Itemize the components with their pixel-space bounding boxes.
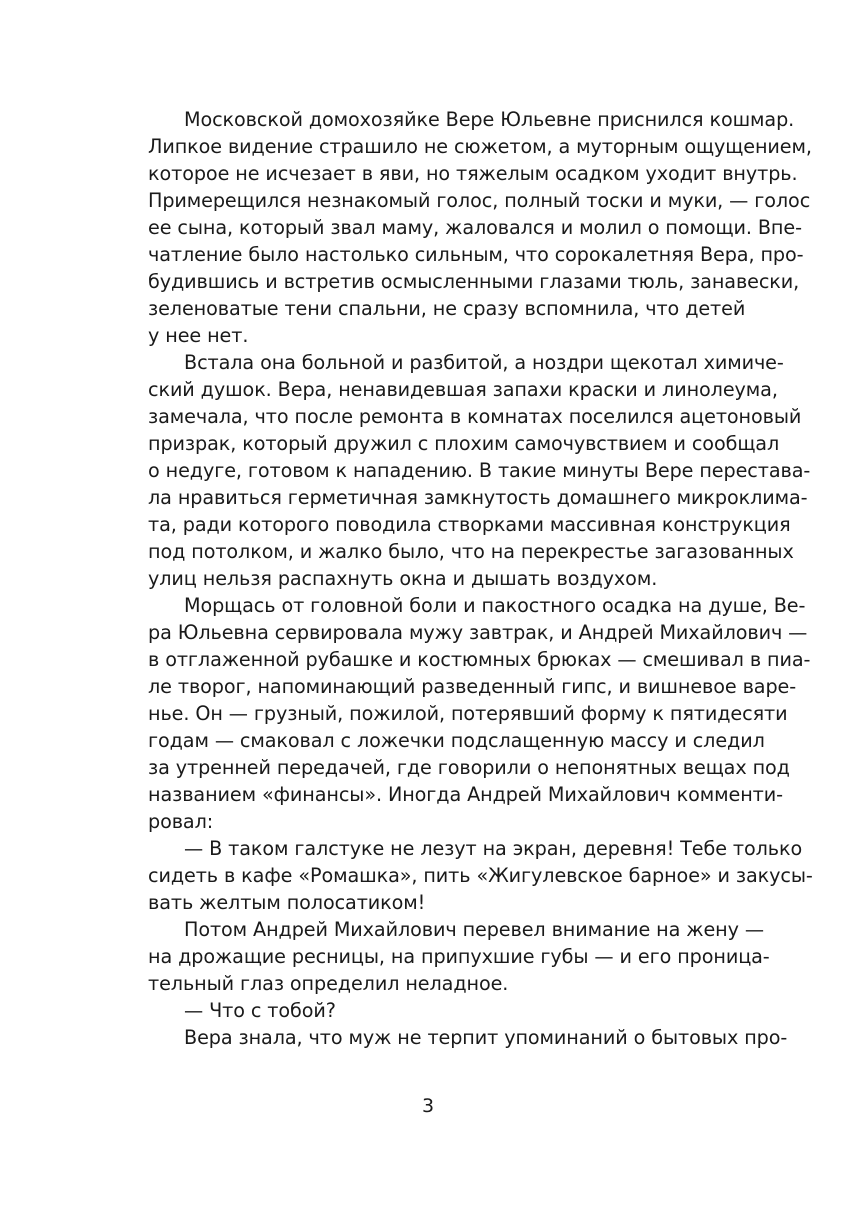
text-line: о недуге, готовом к нападению. В такие минуты Вере перестава- bbox=[148, 459, 811, 482]
text-line: ее сына, который звал маму, жаловался и молил о помощи. Впе- bbox=[148, 216, 802, 239]
page-number: 3 bbox=[421, 1095, 435, 1117]
text-line: ровал: bbox=[148, 810, 214, 833]
text-line: ра Юльевна сервировала мужу завтрак, и Андрей Михайлович — bbox=[148, 621, 808, 644]
text-line: призрак, который дружил с плохим самочувствием и сообщал bbox=[148, 432, 780, 455]
text-line: замечала, что после ремонта в комнатах поселился ацетоновый bbox=[148, 405, 802, 428]
text-line: ла нравиться герметичная замкнутость домашнего микроклима- bbox=[148, 486, 808, 509]
paragraph bbox=[148, 592, 811, 835]
text-line: ский душок. Вера, ненавидевшая запахи краски и линолеума, bbox=[148, 378, 778, 401]
text-line: улиц нельзя распахнуть окна и дышать воздухом. bbox=[148, 567, 658, 590]
text-line: годам — смаковал с ложечки подслащенную массу и следил bbox=[148, 729, 765, 752]
text-line: та, ради которого поводила створками массивная конструкция bbox=[148, 513, 791, 536]
text-line: Потом Андрей Михайлович перевел внимание на жену — bbox=[184, 918, 764, 941]
paragraph bbox=[148, 349, 811, 592]
paragraph bbox=[148, 835, 813, 916]
text-line: сидеть в кафе «Ромашка», пить «Жигулевское барное» и закусы- bbox=[148, 864, 813, 887]
text-line: будившись и встретив осмысленными глазами тюль, занавески, bbox=[148, 270, 800, 293]
text-line: — Что с тобой? bbox=[184, 999, 336, 1022]
text-line: за утренней передачей, где говорили о непонятных вещах под bbox=[148, 756, 790, 779]
paragraph bbox=[148, 997, 744, 1024]
text-line: под потолком, и жалко было, что на перекрестье загазованных bbox=[148, 540, 794, 563]
text-line: Липкое видение страшило не сюжетом, а муторным ощущением, bbox=[148, 135, 812, 158]
text-line: у нее нет. bbox=[148, 324, 249, 347]
body-text bbox=[148, 106, 813, 1051]
text-line: Вера знала, что муж не терпит упоминаний о бытовых про- bbox=[184, 1026, 788, 1049]
text-line: Встала она больной и разбитой, а ноздри щекотал химиче- bbox=[184, 351, 784, 374]
text-line: Примерещился незнакомый голос, полный тоски и муки, — голос bbox=[148, 189, 811, 212]
text-line: Морщась от головной боли и пакостного осадка на душе, Ве- bbox=[184, 594, 806, 617]
text-line: Московской домохозяйке Вере Юльевне приснился кошмар. bbox=[184, 108, 795, 131]
text-line: в отглаженной рубашке и костюмных брюках — смешивал в пиа- bbox=[148, 648, 811, 671]
text-line: тельный глаз определил неладное. bbox=[148, 972, 509, 995]
text-line: вать желтым полосатиком! bbox=[148, 891, 426, 914]
text-line: нье. Он — грузный, пожилой, потерявший форму к пятидесяти bbox=[148, 702, 788, 725]
paragraph bbox=[148, 1024, 788, 1051]
text-line: на дрожащие ресницы, на припухшие губы — и его проница- bbox=[148, 945, 770, 968]
text-line: названием «финансы». Иногда Андрей Михайлович комменти- bbox=[148, 783, 783, 806]
text-line: ле творог, напоминающий разведенный гипс, и вишневое варе- bbox=[148, 675, 797, 698]
text-line: зеленоватые тени спальни, не сразу вспомнила, что детей bbox=[148, 297, 746, 320]
text-line: чатление было настолько сильным, что сорокалетняя Вера, про- bbox=[148, 243, 804, 266]
text-line: — В таком галстуке не лезут на экран, деревня! Тебе только bbox=[184, 837, 803, 860]
paragraph bbox=[148, 916, 770, 997]
text-line: которое не исчезает в яви, но тяжелым осадком уходит внутрь. bbox=[148, 162, 798, 185]
paragraph bbox=[148, 106, 812, 349]
